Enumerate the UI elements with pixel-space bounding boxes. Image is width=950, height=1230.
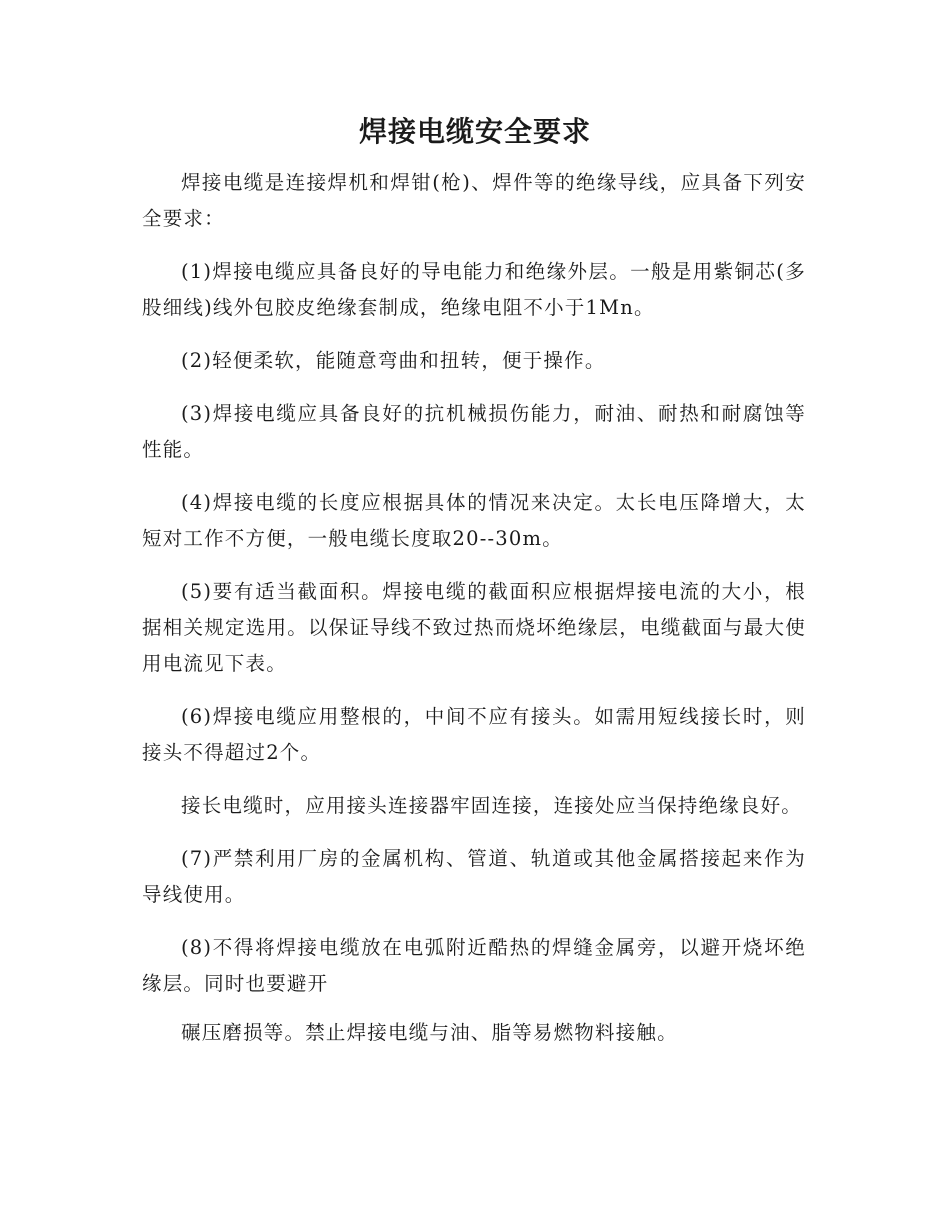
- paragraph-intro: 焊接电缆是连接焊机和焊钳(枪)、焊件等的绝缘导线，应具备下列安全要求：: [142, 171, 806, 230]
- paragraph-item-8-continued: 碾压磨损等。禁止焊接电缆与油、脂等易燃物料接触。: [181, 1021, 678, 1044]
- paragraph-item-3: (3)焊接电缆应具备良好的抗机械损伤能力，耐油、耐热和耐腐蚀等性能。: [142, 402, 806, 461]
- paragraph-item-5: (5)要有适当截面积。焊接电缆的截面积应根据焊接电流的大小，根据相关规定选用。以保证导线不致过热而烧坏绝缘层，电缆截面与最大使用电流见下表。: [142, 580, 806, 675]
- paragraph-item-1: (1)焊接电缆应具备良好的导电能力和绝缘外层。一般是用紫铜芯(多股细线)线外包胶皮绝缘套制成，绝缘电阻不小于1Mn。: [142, 260, 806, 319]
- paragraph-item-6-continued: 接长电缆时，应用接头连接器牢固连接，连接处应当保持绝缘良好。: [181, 794, 803, 817]
- paragraph-item-7: (7)严禁利用厂房的金属机构、管道、轨道或其他金属搭接起来作为导线使用。: [142, 847, 806, 906]
- paragraph-item-6: (6)焊接电缆应用整根的，中间不应有接头。如需用短线接长时，则接头不得超过2个。: [142, 705, 806, 764]
- paragraph-item-2: (2)轻便柔软，能随意弯曲和扭转，便于操作。: [181, 349, 606, 372]
- paragraph-item-4: (4)焊接电缆的长度应根据具体的情况来决定。太长电压降增大，太短对工作不方便，一般电缆长度取20--30m。: [142, 491, 806, 550]
- paragraph-item-8: (8)不得将焊接电缆放在电弧附近酷热的焊缝金属旁，以避开烧坏绝缘层。同时也要避开: [142, 936, 806, 995]
- document-body: [142, 165, 806, 1068]
- document-title: 焊接电缆安全要求: [358, 115, 591, 148]
